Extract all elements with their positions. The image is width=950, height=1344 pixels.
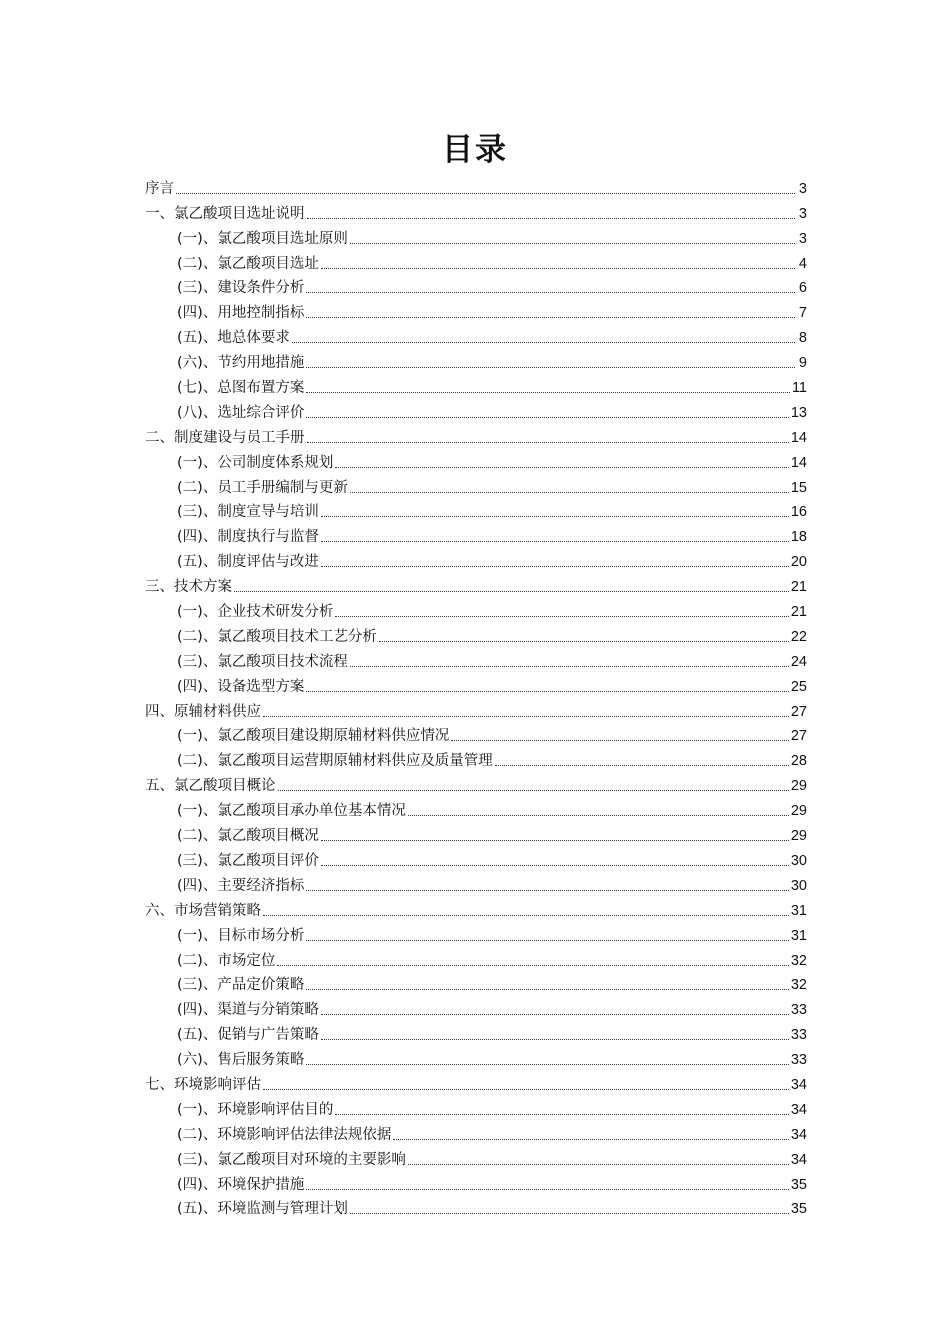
toc-entry[interactable]	[145, 746, 807, 771]
dot-leader	[306, 1064, 789, 1065]
toc-entry[interactable]	[145, 373, 807, 398]
toc-entry-title: (一)、氯乙酸项目建设期原辅材料供应情况	[177, 728, 450, 745]
dot-leader	[321, 1039, 789, 1040]
toc-entry-page-number: 18	[790, 529, 807, 546]
toc-entry[interactable]	[145, 348, 807, 373]
toc-entry-page-number: 14	[790, 429, 807, 446]
dot-leader	[306, 417, 789, 418]
toc-entry-page-number: 13	[790, 404, 807, 421]
toc-entry[interactable]	[145, 921, 807, 946]
toc-entry-page-number: 3	[798, 230, 807, 247]
toc-entry-title: (四)、主要经济指标	[177, 877, 305, 894]
toc-entry-title: (三)、产品定价策略	[177, 977, 305, 994]
toc-entry-page-number: 30	[790, 852, 807, 869]
toc-entry[interactable]	[145, 323, 807, 348]
toc-entry-title: (二)、员工手册编制与更新	[177, 479, 348, 496]
toc-entry[interactable]	[145, 298, 807, 323]
toc-entry-page-number: 7	[798, 305, 807, 322]
dot-leader	[306, 890, 789, 891]
toc-entry-title: (三)、建设条件分析	[177, 280, 305, 297]
toc-entry-page-number: 34	[790, 1126, 807, 1143]
toc-entry-title: (三)、氯乙酸项目评价	[177, 852, 319, 869]
dot-leader	[321, 566, 789, 567]
toc-entry[interactable]	[145, 174, 807, 199]
toc-entry[interactable]	[145, 423, 807, 448]
dot-leader	[263, 716, 789, 717]
toc-entry[interactable]	[145, 1120, 807, 1145]
toc-entry-title: (四)、制度执行与监督	[177, 529, 319, 546]
toc-entry-page-number: 27	[790, 728, 807, 745]
toc-entry-page-number: 32	[790, 952, 807, 969]
toc-entry-page-number: 21	[790, 579, 807, 596]
dot-leader	[350, 243, 795, 244]
dot-leader	[307, 442, 789, 443]
toc-entry-title: (二)、市场定位	[177, 952, 276, 969]
dot-leader	[379, 641, 789, 642]
toc-entry-title: (一)、氯乙酸项目选址原则	[177, 230, 348, 247]
toc-entry-title: (一)、环境影响评估目的	[177, 1101, 334, 1118]
toc-entry-title: (一)、企业技术研发分析	[177, 604, 334, 621]
toc-entry[interactable]	[145, 697, 807, 722]
toc-entry[interactable]	[145, 199, 807, 224]
toc-entry-page-number: 34	[790, 1101, 807, 1118]
toc-entry-page-number: 29	[790, 828, 807, 845]
toc-entry-title: (七)、总图布置方案	[177, 380, 305, 397]
toc-entry[interactable]	[145, 448, 807, 473]
toc-entry[interactable]	[145, 672, 807, 697]
dot-leader	[350, 666, 789, 667]
toc-entry-title: (二)、氯乙酸项目技术工艺分析	[177, 628, 377, 645]
toc-entry-title: 六、市场营销策略	[145, 902, 261, 919]
toc-entry-title: (二)、氯乙酸项目选址	[177, 255, 319, 272]
toc-entry-title: 三、技术方案	[145, 579, 232, 596]
dot-leader	[306, 1189, 789, 1190]
table-of-contents	[145, 174, 807, 1219]
toc-entry[interactable]	[145, 871, 807, 896]
toc-entry[interactable]	[145, 995, 807, 1020]
toc-entry[interactable]	[145, 971, 807, 996]
toc-entry-title: (二)、氯乙酸项目概况	[177, 828, 319, 845]
toc-entry-title: (六)、节约用地措施	[177, 355, 305, 372]
toc-entry[interactable]	[145, 274, 807, 299]
toc-entry-page-number: 31	[790, 902, 807, 919]
toc-entry-page-number: 30	[790, 877, 807, 894]
toc-entry[interactable]	[145, 946, 807, 971]
toc-entry[interactable]	[145, 647, 807, 672]
toc-entry[interactable]	[145, 498, 807, 523]
dot-leader	[335, 1114, 789, 1115]
toc-entry-page-number: 33	[790, 1052, 807, 1069]
toc-entry[interactable]	[145, 572, 807, 597]
toc-entry[interactable]	[145, 1195, 807, 1220]
toc-entry-page-number: 27	[790, 703, 807, 720]
toc-entry-title: (五)、促销与广告策略	[177, 1027, 319, 1044]
toc-entry-page-number: 29	[790, 778, 807, 795]
toc-entry[interactable]	[145, 1045, 807, 1070]
toc-entry-page-number: 20	[790, 554, 807, 571]
toc-entry[interactable]	[145, 1170, 807, 1195]
dot-leader	[277, 965, 789, 966]
toc-entry-title: (五)、制度评估与改进	[177, 554, 319, 571]
toc-entry-page-number: 16	[790, 504, 807, 521]
toc-entry[interactable]	[145, 722, 807, 747]
toc-entry-title: 五、氯乙酸项目概论	[145, 778, 276, 795]
dot-leader	[263, 1089, 789, 1090]
toc-entry[interactable]	[145, 597, 807, 622]
toc-entry-title: (五)、地总体要求	[177, 330, 290, 347]
toc-entry[interactable]	[145, 473, 807, 498]
toc-entry-page-number: 24	[790, 653, 807, 670]
toc-entry-page-number: 34	[790, 1076, 807, 1093]
toc-entry-title: (二)、环境影响评估法律法规依据	[177, 1126, 392, 1143]
toc-entry-title: (三)、氯乙酸项目技术流程	[177, 653, 348, 670]
dot-leader	[292, 342, 795, 343]
toc-entry-title: (四)、设备选型方案	[177, 678, 305, 695]
dot-leader	[321, 840, 789, 841]
dot-leader	[321, 516, 789, 517]
toc-entry-page-number: 33	[790, 1002, 807, 1019]
dot-leader	[176, 193, 795, 194]
dot-leader	[306, 989, 789, 990]
toc-entry-page-number: 33	[790, 1027, 807, 1044]
toc-entry-page-number: 8	[798, 330, 807, 347]
toc-entry-page-number: 9	[798, 355, 807, 372]
dot-leader	[451, 740, 789, 741]
toc-entry[interactable]	[145, 846, 807, 871]
toc-entry-page-number: 11	[791, 380, 807, 397]
dot-leader	[263, 915, 789, 916]
toc-entry-title: 四、原辅材料供应	[145, 703, 261, 720]
toc-entry[interactable]	[145, 1145, 807, 1170]
toc-entry[interactable]	[145, 547, 807, 572]
toc-entry-page-number: 15	[790, 479, 807, 496]
toc-entry[interactable]	[145, 1095, 807, 1120]
dot-leader	[278, 790, 789, 791]
toc-entry-title: (一)、公司制度体系规划	[177, 454, 334, 471]
toc-entry-page-number: 3	[798, 205, 807, 222]
toc-entry-page-number: 35	[790, 1176, 807, 1193]
dot-leader	[307, 218, 796, 219]
toc-entry-page-number: 29	[790, 803, 807, 820]
dot-leader	[306, 691, 789, 692]
dot-leader	[306, 292, 795, 293]
dot-leader	[306, 940, 789, 941]
toc-entry-title: 二、制度建设与员工手册	[145, 429, 305, 446]
toc-entry[interactable]	[145, 622, 807, 647]
toc-entry-title: (三)、制度宣导与培训	[177, 504, 319, 521]
dot-leader	[234, 591, 789, 592]
toc-entry[interactable]	[145, 771, 807, 796]
toc-entry[interactable]	[145, 1070, 807, 1095]
toc-entry-page-number: 4	[798, 255, 807, 272]
toc-entry[interactable]	[145, 522, 807, 547]
dot-leader	[321, 865, 789, 866]
toc-entry-title: (八)、选址综合评价	[177, 404, 305, 421]
dot-leader	[321, 268, 795, 269]
toc-entry-page-number: 34	[790, 1151, 807, 1168]
toc-entry-page-number: 25	[790, 678, 807, 695]
dot-leader	[321, 1014, 789, 1015]
toc-entry-page-number: 6	[798, 280, 807, 297]
toc-entry-title: (二)、氯乙酸项目运营期原辅材料供应及质量管理	[177, 753, 493, 770]
dot-leader	[495, 765, 789, 766]
dot-leader	[408, 815, 789, 816]
toc-entry[interactable]	[145, 1020, 807, 1045]
toc-entry-page-number: 31	[790, 927, 807, 944]
dot-leader	[335, 616, 789, 617]
dot-leader	[321, 541, 789, 542]
toc-entry-title: (三)、氯乙酸项目对环境的主要影响	[177, 1151, 406, 1168]
toc-entry-page-number: 32	[790, 977, 807, 994]
toc-entry[interactable]	[145, 398, 807, 423]
toc-entry[interactable]	[145, 896, 807, 921]
toc-entry-title: 一、氯乙酸项目选址说明	[145, 205, 305, 222]
dot-leader	[306, 367, 795, 368]
dot-leader	[306, 392, 790, 393]
toc-entry-title: (四)、环境保护措施	[177, 1176, 305, 1193]
toc-entry-title: (六)、售后服务策略	[177, 1052, 305, 1069]
toc-entry-title: (一)、目标市场分析	[177, 927, 305, 944]
page-title: 目录	[442, 132, 508, 168]
toc-entry-title: (一)、氯乙酸项目承办单位基本情况	[177, 803, 406, 820]
dot-leader	[350, 492, 789, 493]
dot-leader	[350, 1213, 789, 1214]
toc-entry-title: 序言	[145, 180, 174, 197]
toc-entry-page-number: 28	[790, 753, 807, 770]
toc-entry-title: (四)、渠道与分销策略	[177, 1002, 319, 1019]
dot-leader	[393, 1139, 789, 1140]
dot-leader	[335, 467, 789, 468]
dot-leader	[408, 1164, 789, 1165]
toc-entry[interactable]	[145, 821, 807, 846]
toc-entry-page-number: 22	[790, 628, 807, 645]
toc-entry-title: 七、环境影响评估	[145, 1076, 261, 1093]
toc-entry-page-number: 21	[790, 604, 807, 621]
toc-entry[interactable]	[145, 796, 807, 821]
dot-leader	[306, 317, 795, 318]
toc-entry-title: (四)、用地控制指标	[177, 305, 305, 322]
toc-entry-page-number: 3	[798, 180, 807, 197]
toc-entry[interactable]	[145, 224, 807, 249]
toc-entry-title: (五)、环境监测与管理计划	[177, 1201, 348, 1218]
toc-entry-page-number: 14	[790, 454, 807, 471]
toc-entry-page-number: 35	[790, 1201, 807, 1218]
toc-entry[interactable]	[145, 249, 807, 274]
